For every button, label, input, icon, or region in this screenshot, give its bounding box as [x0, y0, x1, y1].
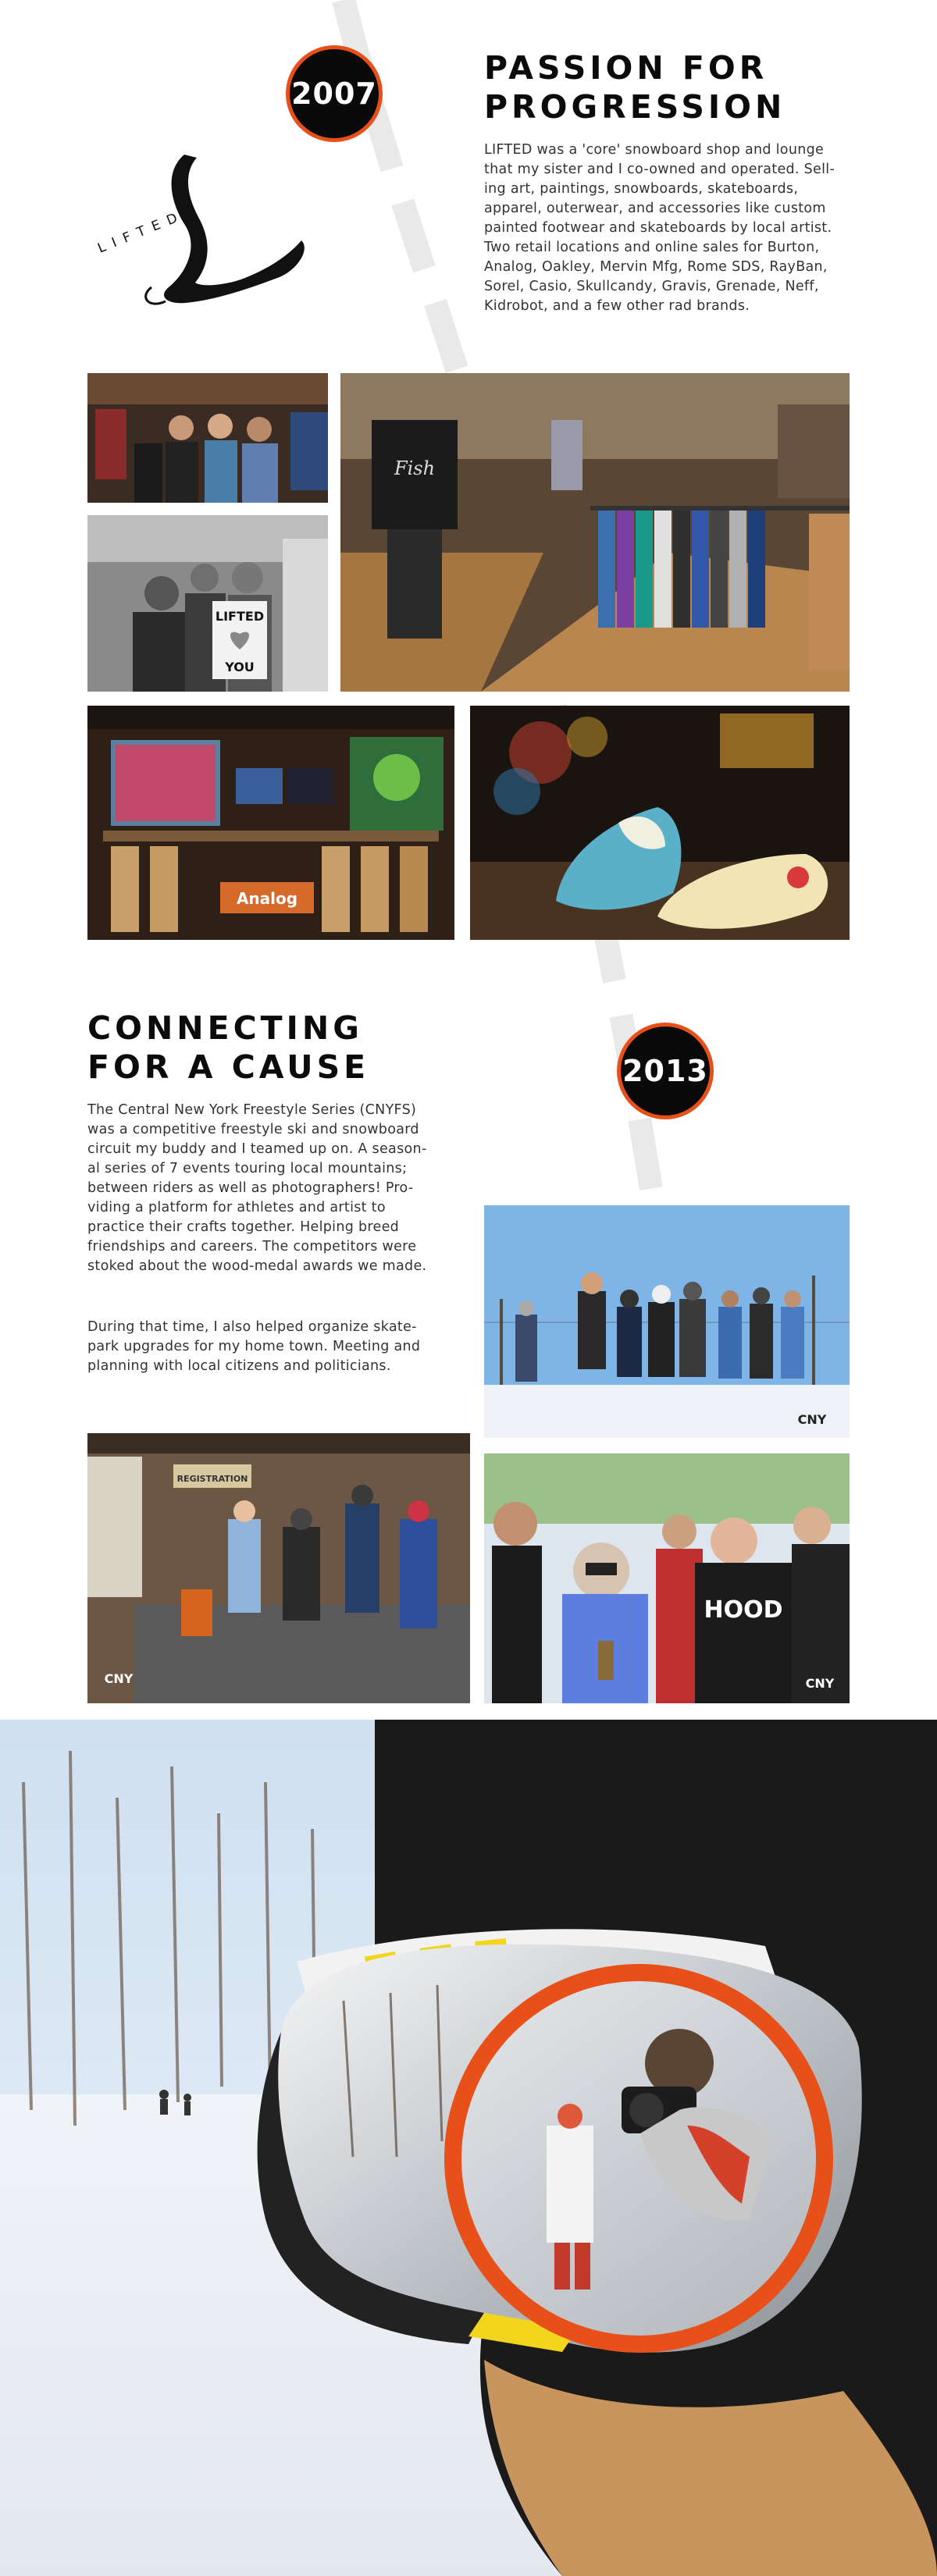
text-line: During that time, I also helped organize skate- [87, 1319, 417, 1335]
heading-line-2: PROGRESSION [484, 88, 786, 126]
photo-registration-booth [87, 1433, 470, 1703]
hero-goggle-reflection-photo [0, 1720, 937, 2576]
photo-award-winners [484, 1453, 850, 1703]
text-line: park upgrades for my home town. Meeting and [87, 1339, 421, 1354]
lifted-description [484, 141, 859, 316]
year-2007-label: 2007 [291, 76, 377, 111]
lifted-logo [92, 148, 319, 312]
heading-connecting-for-a-cause [87, 1009, 369, 1087]
heading-line-1: PASSION FOR [484, 49, 768, 87]
year-2013-label: 2013 [622, 1054, 708, 1088]
skatepark-description [87, 1318, 462, 1376]
cny-watermark: CNY [797, 1412, 827, 1427]
year-badge-2007 [286, 45, 383, 142]
text-line: Kidrobot, and a few other rad brands. [484, 298, 750, 314]
hoodie-text: HOOD [704, 1596, 783, 1624]
photo-shop-crew [87, 373, 328, 503]
sign-text: LIFTED [215, 609, 265, 624]
text-line: painted footwear and skateboards by local artist. [484, 220, 832, 236]
text-line: Sorel, Casio, Skullcandy, Gravis, Grenade, Neff, [484, 279, 819, 294]
text-line: ing art, paintings, snowboards, skateboards, [484, 181, 799, 197]
text-line: that my sister and I co-owned and operated. Sell- [484, 162, 835, 177]
text-line: The Central New York Freestyle Series (CNYFS) [87, 1102, 417, 1118]
text-line: stoked about the wood-medal awards we made. [87, 1258, 427, 1274]
sign-text-you: YOU [225, 660, 255, 674]
text-line: between riders as well as photographers! Pro- [87, 1180, 414, 1196]
text-line: was a competitive freestyle ski and snowboard [87, 1122, 419, 1137]
photo-store-shelves [87, 706, 454, 940]
photo-custom-shoes [470, 706, 850, 940]
cnyfs-description [87, 1101, 462, 1276]
text-line: apparel, outerwear, and accessories like custom [484, 201, 826, 216]
text-line: circuit my buddy and I teamed up on. A season- [87, 1141, 427, 1157]
shelf-label: Analog [236, 889, 298, 908]
year-badge-2013 [617, 1023, 714, 1119]
lifted-logo-text: LIFTED [95, 207, 187, 257]
text-line: al series of 7 events touring local mountains; [87, 1161, 408, 1176]
text-line: planning with local citizens and politicians. [87, 1358, 391, 1374]
cny-watermark: CNY [104, 1671, 134, 1686]
photo-lifted-sign-bw [87, 515, 328, 692]
text-line: LIFTED was a 'core' snowboard shop and lounge [484, 142, 825, 158]
heading-passion-for-progression [484, 48, 786, 126]
heading-line-1: CONNECTING [87, 1009, 363, 1047]
heading-line-2: FOR A CAUSE [87, 1048, 370, 1086]
text-line: Analog, Oakley, Mervin Mfg, Rome SDS, RayBan, [484, 259, 828, 275]
photo-competitors-snow [484, 1205, 850, 1438]
text-line: practice their crafts together. Helping breed [87, 1219, 400, 1235]
svg-text:Fish: Fish [394, 457, 436, 479]
photo-store-interior [340, 373, 850, 692]
registration-sign: REGISTRATION [176, 1474, 248, 1484]
cny-watermark: CNY [805, 1676, 835, 1691]
text-line: friendships and careers. The competitors were [87, 1239, 417, 1254]
text-line: viding a platform for athletes and artist to [87, 1200, 386, 1215]
text-line: Two retail locations and online sales for Burton, [484, 240, 820, 255]
